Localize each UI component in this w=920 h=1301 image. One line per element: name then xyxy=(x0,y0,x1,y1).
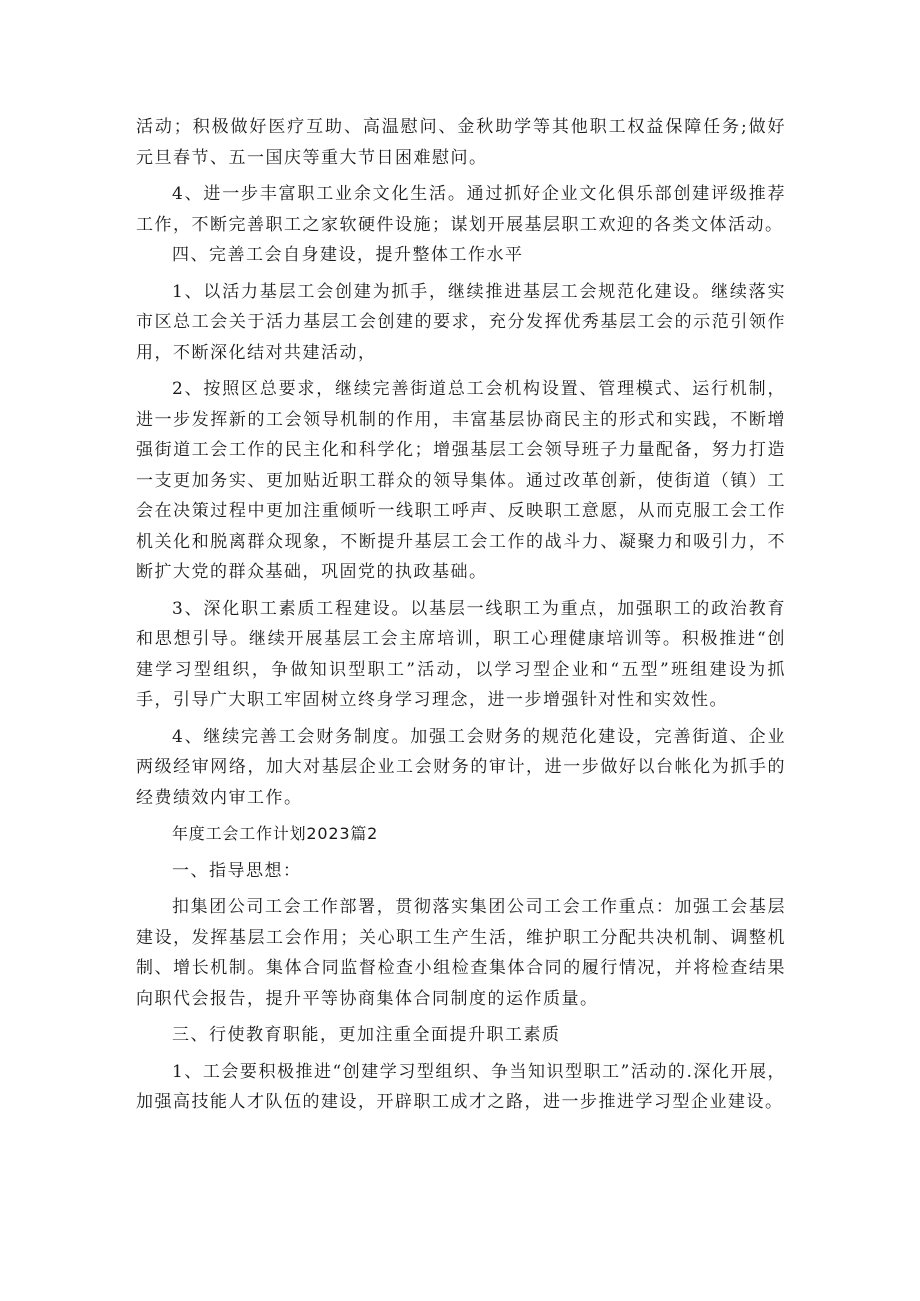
document-subtitle-part-2: 年度工会工作计划2023篇2 xyxy=(172,824,379,843)
document-page xyxy=(136,112,786,1118)
paragraph-learning-organization: 1、工会要积极推进“创建学习型组织、争当知识型职工”活动的.深化开展，加强高技能人才队伍的建设，开辟职工成才之路，进一步推进学习型企业建设。 xyxy=(136,1061,786,1112)
paragraph-group-deployment: 扣集团公司工会工作部署，贯彻落实集团公司工会工作重点：加强工会基层建设，发挥基层工会作用；关心职工生产生活，维护职工分配共决机制、调整机制、增长机制。集体合同监督检查小组检查集体合同的履行情况，并将检查结果向职代会报告，提升平等协商集体合同制度的运作质量。 xyxy=(136,897,786,1009)
paragraph-district-requirements: 2、按照区总要求，继续完善街道总工会机构设置、管理模式、运行机制，进一步发挥新的工会领导机制的作用，丰富基层协商民主的形式和实践，不断增强街道工会工作的民主化和科学化；增强基层工会领导班子力量配备，努力打造一支更加务实、更加贴近职工群众的领导集体。通过改革创新，使街道（镇）工会在决策过程中更加注重倾听一线职工呼声、反映职工意愿，从而克服工会工作机关化和脱离群众现象，不断提升基层工会工作的战斗力、凝聚力和吸引力，不断扩大党的群众基础，巩固党的执政基础。 xyxy=(136,379,786,582)
section-heading-union-building: 四、完善工会自身建设，提升整体工作水平 xyxy=(172,245,524,265)
paragraph-grassroots-union: 1、以活力基层工会创建为抓手，继续推进基层工会规范化建设。继续落实市区总工会关于活力基层工会创建的要求，充分发挥优秀基层工会的示范引领作用，不断深化结对共建活动， xyxy=(136,281,786,363)
section-heading-guiding-thought: 一、指导思想： xyxy=(172,860,302,881)
section-heading-education: 三、行使教育职能，更加注重全面提升职工素质 xyxy=(172,1025,561,1045)
paragraph-worker-quality: 3、深化职工素质工程建设。以基层一线职工为重点，加强职工的政治教育和思想引导。继续开展基层工会主席培训，职工心理健康培训等。积极推进“创建学习型组织，争做知识型职工”活动，以学习型企业和“五型”班组建设为抓手，引导广大职工牢固树立终身学习理念，进一步增强针对性和实效性。 xyxy=(136,598,786,710)
paragraph-holiday-care: 活动；积极做好医疗互助、高温慰问、金秋助学等其他职工权益保障任务;做好元旦春节、五一国庆等重大节日困难慰问。 xyxy=(136,117,786,168)
paragraph-finance-system: 4、继续完善工会财务制度。加强工会财务的规范化建设，完善街道、企业两级经审网络，加大对基层企业工会财务的审计，进一步做好以台帐化为抓手的经费绩效内审工作。 xyxy=(136,726,786,808)
paragraph-culture-life: 4、进一步丰富职工业余文化生活。通过抓好企业文化俱乐部创建评级推荐工作，不断完善职工之家软硬件设施；谋划开展基层职工欢迎的各类文体活动。 xyxy=(136,184,786,235)
